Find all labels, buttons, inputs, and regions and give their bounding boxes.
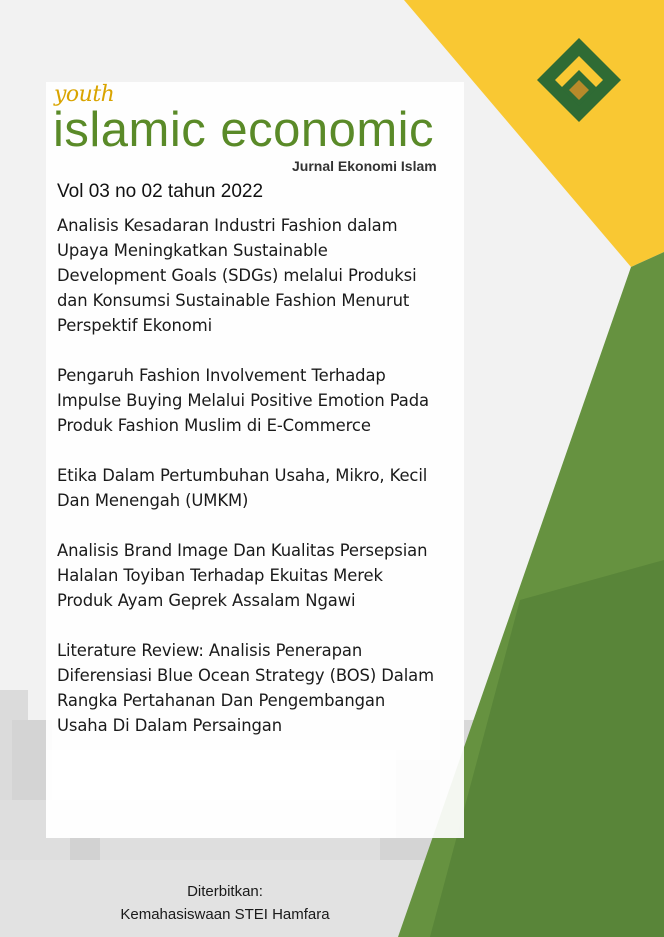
- article-title: Analisis Kesadaran Industri Fashion dalam Upaya Meningkatkan Sustainable Development Goals (SDGs) melalui Produksi dan Konsumsi Sustainable Fashion Menurut Perspektif Ekonomi: [57, 216, 417, 335]
- article-title: Etika Dalam Pertumbuhan Usaha, Mikro, Kecil Dan Menengah (UMKM): [57, 466, 428, 510]
- content-panel-fade: [46, 750, 396, 838]
- article-title: Analisis Brand Image Dan Kualitas Persepsian Halalan Toyiban Terhadap Ekuitas Merek Produk Ayam Geprek Assalam Ngawi: [57, 541, 428, 610]
- volume-issue: Vol 03 no 02 tahun 2022: [57, 181, 264, 202]
- article-title: Pengaruh Fashion Involvement Terhadap Impulse Buying Melalui Positive Emotion Pada Produk Fashion Muslim di E-Commerce: [57, 366, 429, 435]
- journal-logo-title: islamic economic: [53, 103, 435, 157]
- article-list: [57, 213, 457, 763]
- publisher-block: [0, 880, 450, 926]
- publisher-label: Diterbitkan:: [187, 883, 263, 900]
- journal-subtitle: Jurnal Ekonomi Islam: [292, 158, 437, 174]
- article-title: Literature Review: Analisis Penerapan Diferensiasi Blue Ocean Strategy (BOS) Dalam Rangka Pertahanan Dan Pengembangan Usaha Di Dalam Persaingan: [57, 641, 434, 735]
- journal-logo-youth: youth: [54, 82, 115, 107]
- publisher-name: Kemahasiswaan STEI Hamfara: [120, 906, 330, 923]
